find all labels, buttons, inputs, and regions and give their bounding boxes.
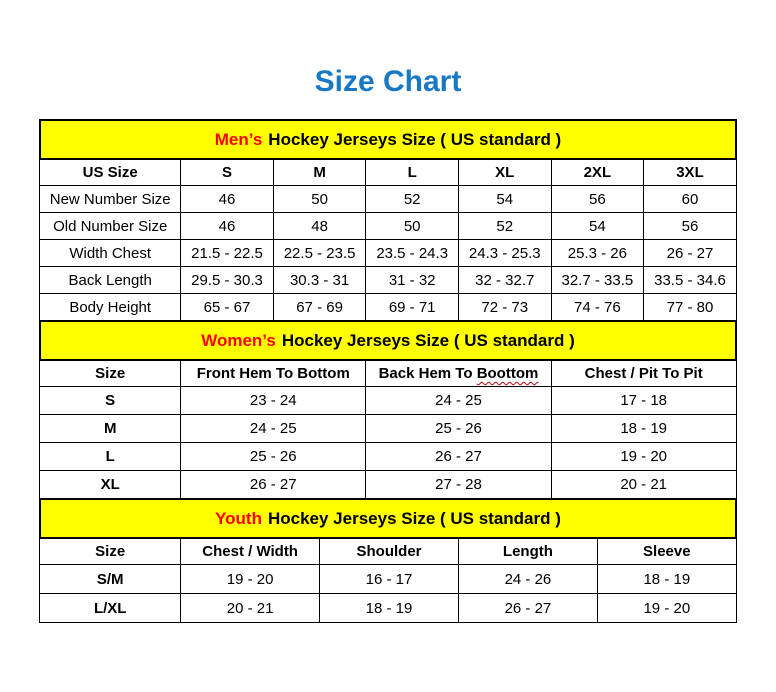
size-value-cell: 56 <box>644 213 737 240</box>
table-row <box>40 415 737 443</box>
row-label: S/M <box>40 565 181 594</box>
size-value-cell: 26 - 27 <box>458 594 597 623</box>
size-value-cell: 24 - 25 <box>181 415 366 443</box>
size-value-cell: 23 - 24 <box>181 387 366 415</box>
size-value-cell: 32.7 - 33.5 <box>551 267 644 294</box>
size-value-cell: 20 - 21 <box>181 594 320 623</box>
column-header: Front Hem To Bottom <box>181 360 366 387</box>
size-value-cell: 77 - 80 <box>644 294 737 322</box>
column-header: XL <box>458 159 551 186</box>
table-row <box>40 387 737 415</box>
size-value-cell: 52 <box>458 213 551 240</box>
size-value-cell: 46 <box>181 213 274 240</box>
size-value-cell: 25 - 26 <box>181 443 366 471</box>
mens-header-row <box>40 159 737 186</box>
size-value-cell: 20 - 21 <box>551 471 736 500</box>
size-value-cell: 26 - 27 <box>181 471 366 500</box>
size-value-cell: 48 <box>273 213 366 240</box>
size-value-cell: 19 - 20 <box>181 565 320 594</box>
size-value-cell: 24.3 - 25.3 <box>458 240 551 267</box>
column-header: Length <box>458 538 597 565</box>
column-header: 2XL <box>551 159 644 186</box>
table-row <box>40 565 737 594</box>
column-header: Size <box>40 538 181 565</box>
size-value-cell: 46 <box>181 186 274 213</box>
row-label: Width Chest <box>40 240 181 267</box>
column-header: S <box>181 159 274 186</box>
table-row <box>40 267 737 294</box>
size-value-cell: 54 <box>458 186 551 213</box>
size-value-cell: 22.5 - 23.5 <box>273 240 366 267</box>
row-label: Back Length <box>40 267 181 294</box>
column-header: Shoulder <box>320 538 459 565</box>
column-header <box>366 360 551 387</box>
row-label: Old Number Size <box>40 213 181 240</box>
table-row <box>40 471 737 500</box>
size-value-cell: 54 <box>551 213 644 240</box>
size-value-cell: 69 - 71 <box>366 294 459 322</box>
size-value-cell: 23.5 - 24.3 <box>366 240 459 267</box>
mens-band-text: Hockey Jerseys Size ( US standard ) <box>268 129 562 149</box>
size-value-cell: 16 - 17 <box>320 565 459 594</box>
size-value-cell: 32 - 32.7 <box>458 267 551 294</box>
youth-header-row <box>40 538 737 565</box>
size-value-cell: 19 - 20 <box>551 443 736 471</box>
row-label: L <box>40 443 181 471</box>
spellcheck-squiggle-word: Boottom <box>476 365 539 382</box>
mens-highlight-word: Men’s <box>214 129 263 149</box>
column-header: Size <box>40 360 181 387</box>
size-value-cell: 29.5 - 30.3 <box>181 267 274 294</box>
size-chart-table <box>39 119 738 623</box>
womens-header-row <box>40 360 737 387</box>
womens-section-band <box>40 321 737 360</box>
size-value-cell: 72 - 73 <box>458 294 551 322</box>
column-header: 3XL <box>644 159 737 186</box>
column-header: M <box>273 159 366 186</box>
size-value-cell: 18 - 19 <box>551 415 736 443</box>
size-value-cell: 33.5 - 34.6 <box>644 267 737 294</box>
womens-highlight-word: Women’s <box>201 330 276 350</box>
size-value-cell: 30.3 - 31 <box>273 267 366 294</box>
womens-band-text: Hockey Jerseys Size ( US standard ) <box>281 330 575 350</box>
table-row <box>40 213 737 240</box>
row-label: Body Height <box>40 294 181 322</box>
table-row <box>40 240 737 267</box>
mens-section-band <box>40 120 737 159</box>
size-value-cell: 52 <box>366 186 459 213</box>
size-value-cell: 17 - 18 <box>551 387 736 415</box>
size-value-cell: 26 - 27 <box>644 240 737 267</box>
row-label: L/XL <box>40 594 181 623</box>
table-row <box>40 294 737 322</box>
size-value-cell: 50 <box>273 186 366 213</box>
table-row <box>40 443 737 471</box>
size-value-cell: 24 - 26 <box>458 565 597 594</box>
column-header-text: Back Hem To <box>378 365 477 382</box>
size-value-cell: 19 - 20 <box>597 594 736 623</box>
page-title: Size Chart <box>314 65 462 98</box>
size-value-cell: 74 - 76 <box>551 294 644 322</box>
youth-highlight-word: Youth <box>215 508 262 528</box>
column-header: Sleeve <box>597 538 736 565</box>
size-value-cell: 21.5 - 22.5 <box>181 240 274 267</box>
youth-section-band <box>40 499 737 538</box>
size-value-cell: 25.3 - 26 <box>551 240 644 267</box>
column-header: Chest / Pit To Pit <box>551 360 736 387</box>
size-value-cell: 26 - 27 <box>366 443 551 471</box>
size-value-cell: 31 - 32 <box>366 267 459 294</box>
row-label: New Number Size <box>40 186 181 213</box>
mens-section-title <box>40 120 737 159</box>
size-value-cell: 18 - 19 <box>597 565 736 594</box>
table-row <box>40 594 737 623</box>
size-value-cell: 25 - 26 <box>366 415 551 443</box>
youth-band-text: Hockey Jerseys Size ( US standard ) <box>267 508 561 528</box>
size-value-cell: 50 <box>366 213 459 240</box>
row-label: M <box>40 415 181 443</box>
size-value-cell: 18 - 19 <box>320 594 459 623</box>
table-row <box>40 186 737 213</box>
size-value-cell: 56 <box>551 186 644 213</box>
size-value-cell: 24 - 25 <box>366 387 551 415</box>
row-label: S <box>40 387 181 415</box>
row-label: XL <box>40 471 181 500</box>
column-header: Chest / Width <box>181 538 320 565</box>
womens-section-title <box>40 321 737 360</box>
column-header: US Size <box>40 159 181 186</box>
size-value-cell: 67 - 69 <box>273 294 366 322</box>
size-value-cell: 60 <box>644 186 737 213</box>
size-value-cell: 27 - 28 <box>366 471 551 500</box>
size-value-cell: 65 - 67 <box>181 294 274 322</box>
youth-section-title <box>40 499 737 538</box>
column-header: L <box>366 159 459 186</box>
